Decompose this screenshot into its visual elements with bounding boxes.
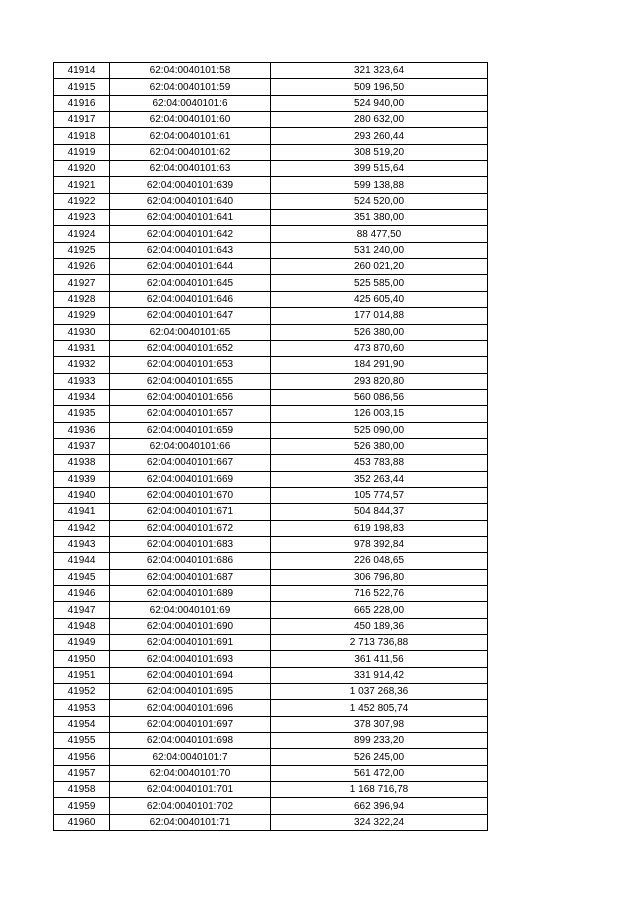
table-row <box>54 389 488 405</box>
row-number-cell: 41941 <box>54 504 110 520</box>
row-number-cell: 41915 <box>54 79 110 95</box>
cadastral-number-cell: 62:04:0040101:656 <box>110 389 271 405</box>
table-row <box>54 520 488 536</box>
row-number-cell: 41946 <box>54 586 110 602</box>
table-row <box>54 504 488 520</box>
cadastral-value-cell: 324 322,24 <box>271 814 488 830</box>
row-number-cell: 41935 <box>54 406 110 422</box>
row-number-cell: 41937 <box>54 438 110 454</box>
table-row <box>54 782 488 798</box>
cadastral-number-cell: 62:04:0040101:71 <box>110 814 271 830</box>
cadastral-value-cell: 526 380,00 <box>271 438 488 454</box>
table-row <box>54 455 488 471</box>
row-number-cell: 41922 <box>54 193 110 209</box>
cadastral-value-cell: 453 783,88 <box>271 455 488 471</box>
cadastral-value-cell: 306 796,80 <box>271 569 488 585</box>
cadastral-number-cell: 62:04:0040101:63 <box>110 161 271 177</box>
row-number-cell: 41921 <box>54 177 110 193</box>
cadastral-number-cell: 62:04:0040101:669 <box>110 471 271 487</box>
cadastral-number-cell: 62:04:0040101:689 <box>110 586 271 602</box>
row-number-cell: 41951 <box>54 667 110 683</box>
table-row <box>54 586 488 602</box>
cadastral-number-cell: 62:04:0040101:640 <box>110 193 271 209</box>
cadastral-number-cell: 62:04:0040101:687 <box>110 569 271 585</box>
cadastral-value-cell: 378 307,98 <box>271 716 488 732</box>
cadastral-value-cell: 361 411,56 <box>271 651 488 667</box>
cadastral-number-cell: 62:04:0040101:643 <box>110 242 271 258</box>
row-number-cell: 41936 <box>54 422 110 438</box>
cadastral-number-cell: 62:04:0040101:659 <box>110 422 271 438</box>
cadastral-number-cell: 62:04:0040101:702 <box>110 798 271 814</box>
cadastral-number-cell: 62:04:0040101:652 <box>110 340 271 356</box>
cadastral-number-cell: 62:04:0040101:686 <box>110 553 271 569</box>
cadastral-value-cell: 599 138,88 <box>271 177 488 193</box>
cadastral-value-cell: 526 380,00 <box>271 324 488 340</box>
table-row <box>54 357 488 373</box>
row-number-cell: 41925 <box>54 242 110 258</box>
row-number-cell: 41923 <box>54 210 110 226</box>
cadastral-value-cell: 308 519,20 <box>271 144 488 160</box>
cadastral-value-cell: 1 452 805,74 <box>271 700 488 716</box>
table-row <box>54 602 488 618</box>
cadastral-number-cell: 62:04:0040101:647 <box>110 308 271 324</box>
table-row <box>54 422 488 438</box>
cadastral-value-cell: 321 323,64 <box>271 63 488 79</box>
cadastral-value-cell: 351 380,00 <box>271 210 488 226</box>
row-number-cell: 41933 <box>54 373 110 389</box>
cadastral-value-cell: 450 189,36 <box>271 618 488 634</box>
cadastral-value-cell: 105 774,57 <box>271 487 488 503</box>
cadastral-number-cell: 62:04:0040101:701 <box>110 782 271 798</box>
cadastral-value-cell: 352 263,44 <box>271 471 488 487</box>
cadastral-number-cell: 62:04:0040101:653 <box>110 357 271 373</box>
cadastral-number-cell: 62:04:0040101:58 <box>110 63 271 79</box>
row-number-cell: 41954 <box>54 716 110 732</box>
cadastral-value-cell: 280 632,00 <box>271 112 488 128</box>
cadastral-value-cell: 525 090,00 <box>271 422 488 438</box>
row-number-cell: 41920 <box>54 161 110 177</box>
cadastral-value-cell: 1 037 268,36 <box>271 684 488 700</box>
row-number-cell: 41917 <box>54 112 110 128</box>
table-row <box>54 161 488 177</box>
table-row <box>54 275 488 291</box>
cadastral-value-cell: 88 477,50 <box>271 226 488 242</box>
cadastral-value-cell: 2 713 736,88 <box>271 635 488 651</box>
cadastral-value-cell: 560 086,56 <box>271 389 488 405</box>
cadastral-number-cell: 62:04:0040101:667 <box>110 455 271 471</box>
cadastral-number-cell: 62:04:0040101:657 <box>110 406 271 422</box>
row-number-cell: 41924 <box>54 226 110 242</box>
row-number-cell: 41955 <box>54 733 110 749</box>
row-number-cell: 41947 <box>54 602 110 618</box>
table-row <box>54 487 488 503</box>
cadastral-number-cell: 62:04:0040101:655 <box>110 373 271 389</box>
cadastral-value-cell: 126 003,15 <box>271 406 488 422</box>
cadastral-value-cell: 226 048,65 <box>271 553 488 569</box>
cadastral-number-cell: 62:04:0040101:693 <box>110 651 271 667</box>
table-row <box>54 438 488 454</box>
row-number-cell: 41940 <box>54 487 110 503</box>
cadastral-number-cell: 62:04:0040101:6 <box>110 95 271 111</box>
cadastral-number-cell: 62:04:0040101:61 <box>110 128 271 144</box>
cadastral-number-cell: 62:04:0040101:642 <box>110 226 271 242</box>
table-row <box>54 536 488 552</box>
table-row <box>54 226 488 242</box>
cadastral-number-cell: 62:04:0040101:66 <box>110 438 271 454</box>
table-row <box>54 700 488 716</box>
cadastral-value-table <box>53 62 488 831</box>
row-number-cell: 41957 <box>54 765 110 781</box>
row-number-cell: 41960 <box>54 814 110 830</box>
cadastral-number-cell: 62:04:0040101:691 <box>110 635 271 651</box>
cadastral-value-cell: 524 940,00 <box>271 95 488 111</box>
row-number-cell: 41938 <box>54 455 110 471</box>
row-number-cell: 41934 <box>54 389 110 405</box>
cadastral-value-cell: 177 014,88 <box>271 308 488 324</box>
table-row <box>54 112 488 128</box>
row-number-cell: 41932 <box>54 357 110 373</box>
row-number-cell: 41918 <box>54 128 110 144</box>
cadastral-number-cell: 62:04:0040101:646 <box>110 291 271 307</box>
cadastral-value-cell: 293 260,44 <box>271 128 488 144</box>
table-row <box>54 242 488 258</box>
cadastral-value-cell: 665 228,00 <box>271 602 488 618</box>
cadastral-number-cell: 62:04:0040101:62 <box>110 144 271 160</box>
row-number-cell: 41956 <box>54 749 110 765</box>
table-row <box>54 814 488 830</box>
row-number-cell: 41927 <box>54 275 110 291</box>
cadastral-number-cell: 62:04:0040101:697 <box>110 716 271 732</box>
table-row <box>54 798 488 814</box>
cadastral-value-cell: 619 198,83 <box>271 520 488 536</box>
cadastral-number-cell: 62:04:0040101:671 <box>110 504 271 520</box>
cadastral-value-cell: 399 515,64 <box>271 161 488 177</box>
cadastral-value-cell: 184 291,90 <box>271 357 488 373</box>
table-row <box>54 373 488 389</box>
row-number-cell: 41939 <box>54 471 110 487</box>
row-number-cell: 41916 <box>54 95 110 111</box>
table-row <box>54 406 488 422</box>
table-row <box>54 259 488 275</box>
table-row <box>54 471 488 487</box>
table-row <box>54 144 488 160</box>
cadastral-value-cell: 524 520,00 <box>271 193 488 209</box>
row-number-cell: 41953 <box>54 700 110 716</box>
cadastral-number-cell: 62:04:0040101:698 <box>110 733 271 749</box>
cadastral-number-cell: 62:04:0040101:69 <box>110 602 271 618</box>
row-number-cell: 41952 <box>54 684 110 700</box>
row-number-cell: 41958 <box>54 782 110 798</box>
table-row <box>54 684 488 700</box>
cadastral-value-cell: 1 168 716,78 <box>271 782 488 798</box>
table-row <box>54 193 488 209</box>
cadastral-value-cell: 293 820,80 <box>271 373 488 389</box>
row-number-cell: 41929 <box>54 308 110 324</box>
table-row <box>54 618 488 634</box>
cadastral-number-cell: 62:04:0040101:60 <box>110 112 271 128</box>
table-row <box>54 95 488 111</box>
cadastral-number-cell: 62:04:0040101:645 <box>110 275 271 291</box>
cadastral-value-cell: 504 844,37 <box>271 504 488 520</box>
row-number-cell: 41931 <box>54 340 110 356</box>
cadastral-number-cell: 62:04:0040101:696 <box>110 700 271 716</box>
table-row <box>54 210 488 226</box>
cadastral-number-cell: 62:04:0040101:670 <box>110 487 271 503</box>
cadastral-value-cell: 331 914,42 <box>271 667 488 683</box>
row-number-cell: 41949 <box>54 635 110 651</box>
cadastral-number-cell: 62:04:0040101:695 <box>110 684 271 700</box>
cadastral-value-cell: 425 605,40 <box>271 291 488 307</box>
table-row <box>54 716 488 732</box>
cadastral-value-cell: 526 245,00 <box>271 749 488 765</box>
table-row <box>54 128 488 144</box>
cadastral-value-cell: 509 196,50 <box>271 79 488 95</box>
cadastral-value-cell: 978 392,84 <box>271 536 488 552</box>
table-row <box>54 553 488 569</box>
cadastral-value-cell: 899 233,20 <box>271 733 488 749</box>
cadastral-value-cell: 561 472,00 <box>271 765 488 781</box>
cadastral-number-cell: 62:04:0040101:639 <box>110 177 271 193</box>
cadastral-number-cell: 62:04:0040101:694 <box>110 667 271 683</box>
cadastral-value-cell: 473 870,60 <box>271 340 488 356</box>
table-row <box>54 667 488 683</box>
cadastral-number-cell: 62:04:0040101:70 <box>110 765 271 781</box>
table-row <box>54 63 488 79</box>
table-row <box>54 324 488 340</box>
row-number-cell: 41942 <box>54 520 110 536</box>
table-row <box>54 177 488 193</box>
cadastral-value-cell: 525 585,00 <box>271 275 488 291</box>
row-number-cell: 41926 <box>54 259 110 275</box>
cadastral-number-cell: 62:04:0040101:690 <box>110 618 271 634</box>
row-number-cell: 41950 <box>54 651 110 667</box>
cadastral-number-cell: 62:04:0040101:7 <box>110 749 271 765</box>
table-row <box>54 765 488 781</box>
table-row <box>54 340 488 356</box>
cadastral-number-cell: 62:04:0040101:644 <box>110 259 271 275</box>
table-row <box>54 635 488 651</box>
row-number-cell: 41943 <box>54 536 110 552</box>
row-number-cell: 41945 <box>54 569 110 585</box>
table-row <box>54 308 488 324</box>
cadastral-number-cell: 62:04:0040101:683 <box>110 536 271 552</box>
cadastral-value-cell: 260 021,20 <box>271 259 488 275</box>
row-number-cell: 41948 <box>54 618 110 634</box>
table-row <box>54 733 488 749</box>
table-row <box>54 569 488 585</box>
row-number-cell: 41919 <box>54 144 110 160</box>
table-body <box>54 63 488 831</box>
row-number-cell: 41944 <box>54 553 110 569</box>
cadastral-number-cell: 62:04:0040101:672 <box>110 520 271 536</box>
row-number-cell: 41914 <box>54 63 110 79</box>
row-number-cell: 41930 <box>54 324 110 340</box>
cadastral-value-cell: 662 396,94 <box>271 798 488 814</box>
table-row <box>54 749 488 765</box>
cadastral-number-cell: 62:04:0040101:59 <box>110 79 271 95</box>
cadastral-value-cell: 531 240,00 <box>271 242 488 258</box>
cadastral-number-cell: 62:04:0040101:65 <box>110 324 271 340</box>
cadastral-number-cell: 62:04:0040101:641 <box>110 210 271 226</box>
table-row <box>54 651 488 667</box>
table-row <box>54 291 488 307</box>
cadastral-value-cell: 716 522,76 <box>271 586 488 602</box>
row-number-cell: 41928 <box>54 291 110 307</box>
row-number-cell: 41959 <box>54 798 110 814</box>
table-row <box>54 79 488 95</box>
